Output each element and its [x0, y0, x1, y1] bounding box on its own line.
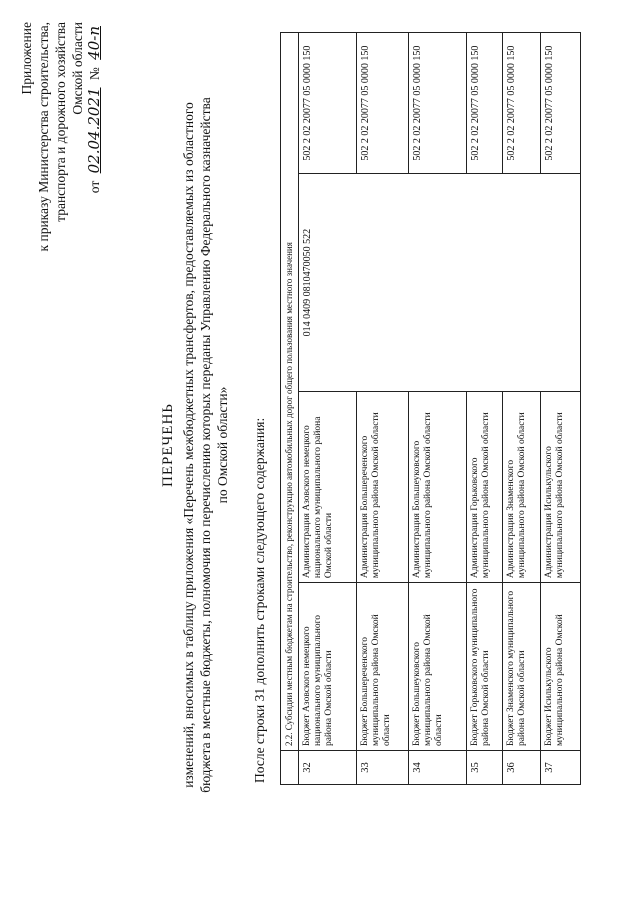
appendix-region-line: Омской области — [70, 22, 85, 115]
table-row — [409, 33, 467, 785]
appendix-block — [18, 22, 103, 322]
title-block — [160, 95, 231, 795]
table-row — [299, 33, 357, 785]
revenue-code-cell: 502 2 02 20077 05 0000 150 — [541, 33, 581, 174]
budget-cell: Бюджет Исилькульского муниципального района Омской — [541, 583, 581, 751]
budget-cell: Бюджет Знаменского муниципального района Омской области — [503, 583, 541, 751]
table-row — [503, 33, 541, 785]
subtitle-line-2: бюджета в местные бюджеты, полномочия по перечислению которых переданы Управлению Федерального казначейства — [198, 97, 213, 793]
subtitle-line-1: изменений, вносимых в таблицу приложения «Перечень межбюджетных трансфертов, предоставляемых из областного — [181, 102, 196, 788]
row-number: 37 — [541, 751, 581, 785]
budget-cell: Бюджет Большереченского муниципального района Омской области — [357, 583, 409, 751]
handwritten-date: 02.04.2021 — [85, 87, 103, 174]
appendix-label: Приложение — [19, 22, 34, 95]
number-prefix: № — [87, 67, 102, 81]
budget-cell: Бюджет Большеуковского муниципального района Омской области — [409, 583, 467, 751]
administrator-cell: Администрация Большереченского муниципального района Омской области — [357, 391, 409, 582]
instruction-text: После строки 31 дополнить строками следующего содержания: — [252, 417, 267, 783]
transfers-table — [280, 32, 581, 785]
revenue-code-cell: 502 2 02 20077 05 0000 150 — [299, 33, 357, 174]
row-number: 33 — [357, 751, 409, 785]
table-row — [357, 33, 409, 785]
administrator-cell: Администрация Большеуковского муниципального района Омской области — [409, 391, 467, 582]
budget-cell: Бюджет Горьковского муниципального района Омской области — [467, 583, 503, 751]
revenue-code-cell: 502 2 02 20077 05 0000 150 — [503, 33, 541, 174]
administrator-cell: Администрация Исилькульского муниципального района Омской области — [541, 391, 581, 582]
handwritten-number: 40-п — [85, 26, 103, 60]
administrator-cell: Администрация Азовского немецкого национального муниципального района Омской области — [299, 391, 357, 582]
table-row — [467, 33, 503, 785]
section-spacer-cell — [281, 751, 299, 785]
administrator-cell: Администрация Горьковского муниципального района Омской области — [467, 391, 503, 582]
revenue-code-cell: 502 2 02 20077 05 0000 150 — [409, 33, 467, 174]
row-number: 35 — [467, 751, 503, 785]
row-number: 32 — [299, 751, 357, 785]
row-number: 36 — [503, 751, 541, 785]
row-number: 34 — [409, 751, 467, 785]
appendix-order-line: к приказу Министерства строительства, — [36, 22, 51, 252]
appendix-date-line — [86, 22, 103, 322]
revenue-code-cell: 502 2 02 20077 05 0000 150 — [467, 33, 503, 174]
budget-cell: Бюджет Азовского немецкого национального муниципального района Омской области — [299, 583, 357, 751]
revenue-code-cell: 502 2 02 20077 05 0000 150 — [357, 33, 409, 174]
appendix-ministry-line: транспорта и дорожного хозяйства — [53, 22, 68, 222]
document-title: ПЕРЕЧЕНЬ — [160, 403, 176, 487]
administrator-cell: Администрация Знаменского муниципального района Омской области — [503, 391, 541, 582]
expense-code-cell: 014 0409 0810470050 522 — [299, 174, 581, 392]
table-row — [541, 33, 581, 785]
section-row — [281, 33, 299, 785]
subtitle-line-3: по Омской области» — [215, 386, 230, 504]
section-heading: 2.2. Субсидии местным бюджетам на строительство, реконструкцию автомобильных дорог общего пользования местного значения — [281, 33, 299, 751]
date-prefix: от — [87, 180, 102, 194]
